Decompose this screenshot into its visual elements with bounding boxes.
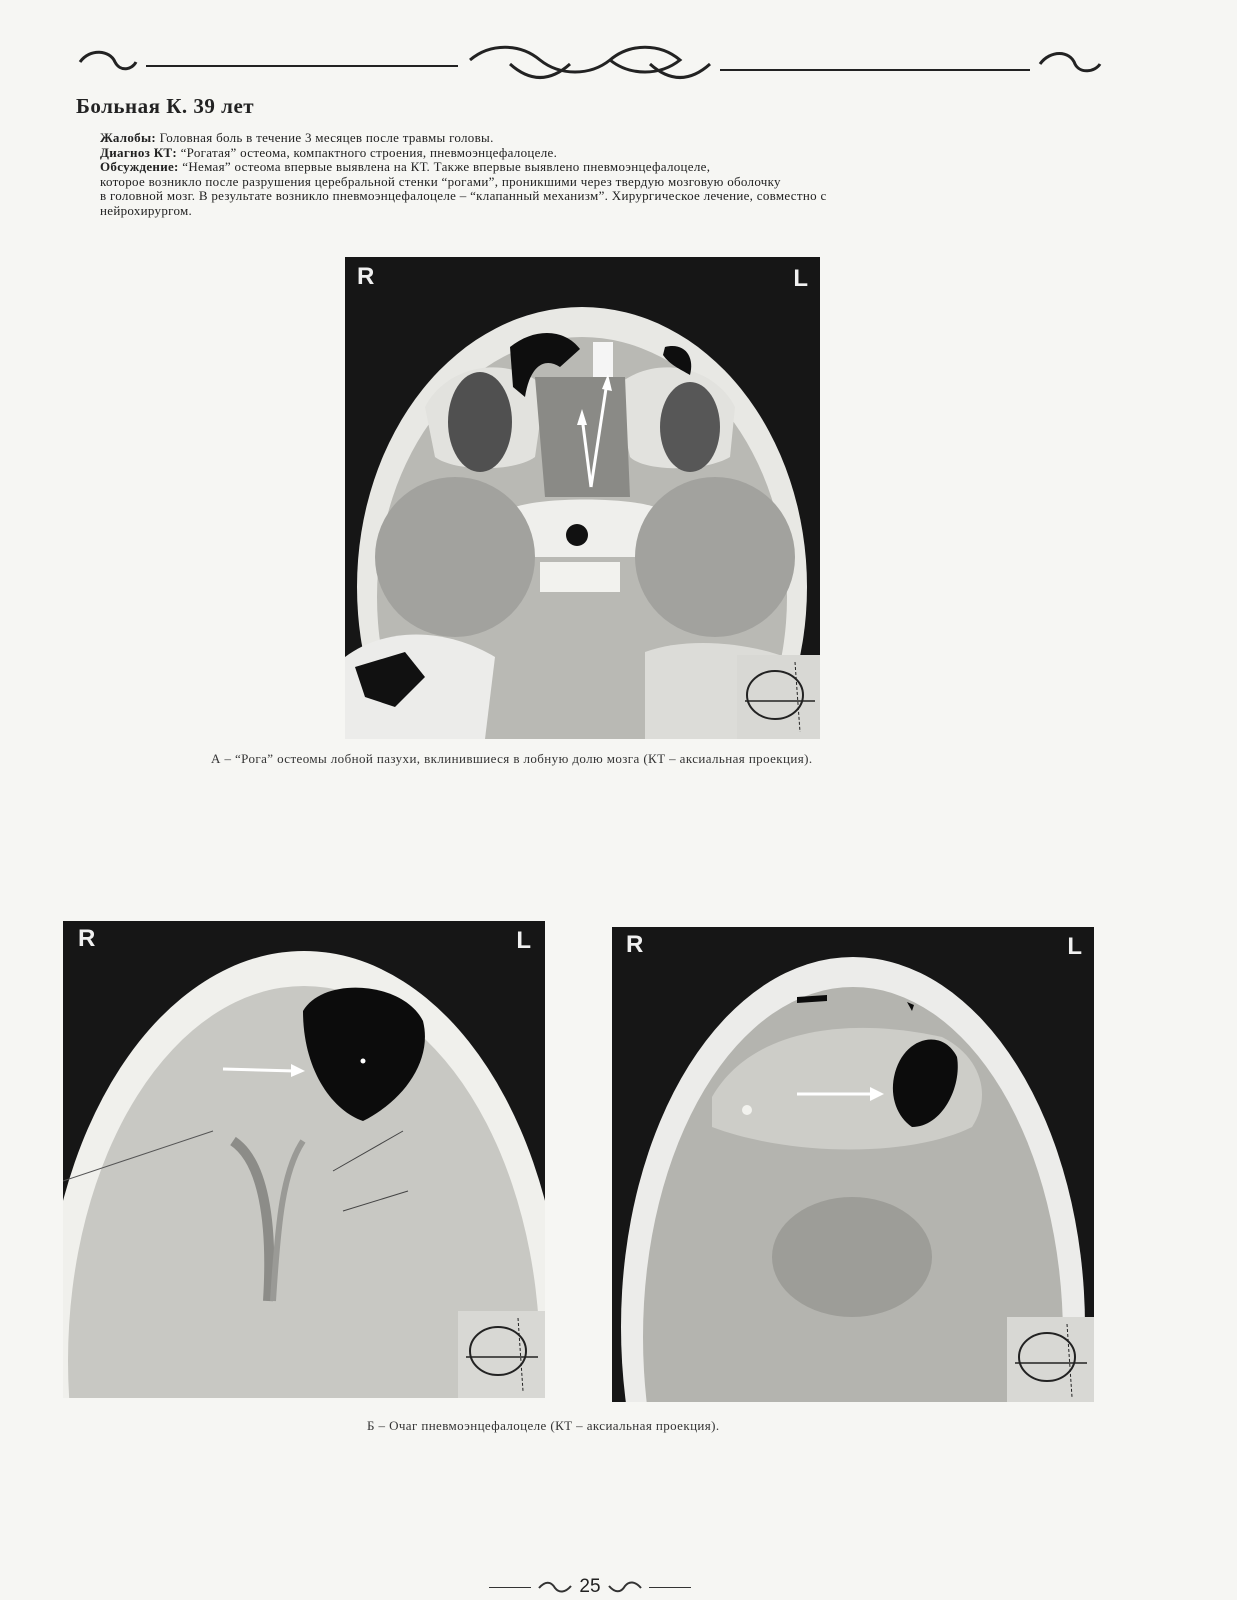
- complaints-text: Головная боль в течение 3 месяцев после травмы головы.: [159, 130, 494, 145]
- discussion-line-1: [100, 160, 1060, 175]
- orientation-left-label: L: [516, 927, 531, 954]
- discussion-line-4: нейрохирургом.: [100, 202, 193, 218]
- complaints-line: [100, 131, 1060, 146]
- orientation-left-label: L: [1067, 933, 1082, 960]
- ct-scan-b1-graphic: [63, 921, 545, 1398]
- footer-rule-right: [649, 1587, 691, 1588]
- diagnosis-label: Диагноз КТ:: [100, 144, 178, 160]
- header-ornament: [70, 38, 1120, 88]
- page-title: Больная К. 39 лет: [76, 94, 255, 118]
- caption-figure-a: А – “Рога” остеомы лобной пазухи, вклинившиеся в лобную долю мозга (КТ – аксиальная проекция).: [211, 751, 813, 766]
- caption-figure-b: Б – Очаг пневмоэнцефалоцеле (КТ – аксиальная проекция).: [367, 1418, 720, 1433]
- orientation-right-label: R: [626, 931, 644, 958]
- orientation-right-label: R: [78, 925, 96, 952]
- complaints-label: Жалобы:: [100, 130, 157, 145]
- page-number: 25: [579, 1576, 601, 1597]
- ct-scan-b2-graphic: [612, 927, 1094, 1402]
- diagnosis-text: “Рогатая” остеома, компактного строения, пневмоэнцефалоцеле.: [180, 144, 558, 160]
- page-footer: [470, 1575, 710, 1599]
- ct-image-a: [345, 257, 820, 739]
- discussion-label: Обсуждение:: [100, 159, 179, 174]
- ct-scan-a-graphic: [345, 257, 820, 739]
- diagnosis-line: [100, 146, 1060, 161]
- ct-image-b1: [63, 921, 545, 1398]
- footer-swirl-right: [607, 1580, 643, 1594]
- discussion-line-3: в головной мозг. В результате возникло пневмоэнцефалоцеле – “клапанный механизм”. Хирургическое лечение, совместно с: [100, 188, 827, 203]
- orientation-right-label: R: [357, 263, 375, 290]
- discussion-text-1: “Немая” остеома впервые выявлена на КТ. Также впервые выявлено пневмоэнцефалоцеле,: [182, 159, 711, 174]
- discussion-line-2: которое возникло после разрушения церебральной стенки “рогами”, проникшими через твердую мозговую оболочку: [100, 173, 781, 189]
- case-description: [100, 131, 1060, 218]
- ct-image-b2: [612, 927, 1094, 1402]
- footer-rule-left: [489, 1587, 531, 1588]
- footer-swirl-left: [537, 1580, 573, 1594]
- orientation-left-label: L: [793, 265, 808, 292]
